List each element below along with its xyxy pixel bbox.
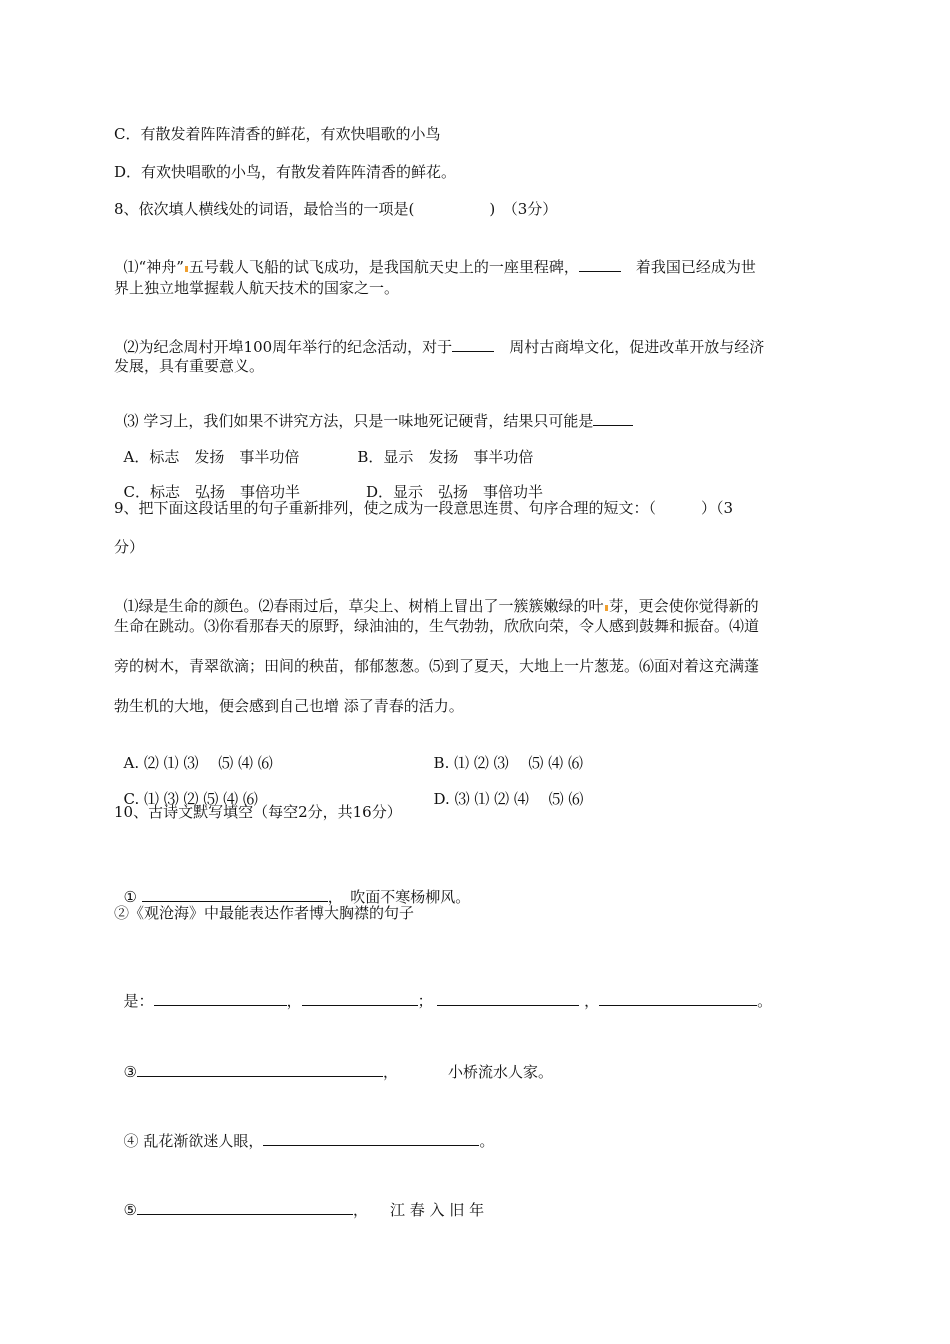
q9-stem: 9、把下面这段话里的句子重新排列，使之成为一段意思连贯、句序合理的短文：（ ）（3 [114, 499, 734, 517]
q7-option-d: D．有欢快唱歌的小鸟，有散发着阵阵清香的鲜花。 [114, 163, 457, 181]
q8-options-row-1 [114, 427, 533, 467]
q8-stem: 8、依次填人横线处的词语，最恰当的一项是( ) （3分） [114, 200, 558, 218]
answer-blank[interactable] [302, 991, 418, 1006]
q10-i2-sep: ， [286, 992, 302, 1010]
q10-item-1 [114, 867, 470, 907]
q10-i4-text: ④ 乱花渐欲迷人眼， [123, 1132, 264, 1150]
q10-i3-text: 小桥流水人家。 [448, 1063, 554, 1081]
q9-stem-cont: 分） [114, 538, 145, 556]
answer-blank[interactable] [437, 991, 579, 1006]
q10-i2-sep: ； [417, 992, 433, 1010]
q9-passage-line-1 [114, 576, 759, 616]
q8-s1-part-c: 着我国已经成为世 [620, 258, 756, 276]
answer-blank[interactable] [452, 337, 494, 352]
q9-p1-part-a: ⑴绿是生命的颜色。⑵春雨过后，草尖上、树梢上冒出了一簇簇嫩绿的叶 [123, 597, 604, 615]
q8-s2-part-a: ⑵为纪念周村开埠100周年举行的纪念活动，对于 [123, 338, 453, 356]
q8-sentence-2 [114, 317, 764, 357]
q9-passage-line-4: 勃生机的大地，便会感到自己也增 添了青春的活力。 [114, 697, 464, 715]
answer-blank[interactable] [137, 1200, 353, 1215]
q10-item-2-blanks [114, 971, 772, 1011]
answer-blank[interactable] [593, 411, 633, 426]
q9-option-d: D. ⑶ ⑴ ⑵ ⑷ ⑸ ⑹ [433, 790, 584, 808]
q8-s1-part-b: 五号载人飞船的试飞成功，是我国航天史上的一座里程碑， [188, 258, 579, 276]
q9-option-b: B. ⑴ ⑵ ⑶ ⑸ ⑷ ⑹ [433, 754, 583, 772]
q10-item-5 [114, 1180, 484, 1220]
answer-blank[interactable] [137, 1062, 383, 1077]
q8-sentence-1-cont: 界上独立地掌握载人航天技术的国家之一。 [114, 279, 400, 297]
q10-stem: 10、古诗文默写填空（每空2分，共16分） [114, 803, 402, 821]
q10-i4-end: 。 [479, 1132, 495, 1150]
q9-options-row-1 [114, 733, 583, 773]
q8-sentence-3 [114, 391, 633, 431]
q10-i5-sep: ， [353, 1201, 369, 1219]
q8-s1-part-a: ⑴“神舟” [123, 258, 184, 276]
q10-i3-number: ③ [123, 1063, 137, 1081]
q8-s2-part-b: 周村古商埠文化，促进改革开放与经济 [494, 338, 765, 356]
answer-blank[interactable] [599, 991, 757, 1006]
q10-i3-sep: ， [383, 1063, 399, 1081]
q9-passage-line-3: 旁的树木，青翠欲滴；田间的秧苗，郁郁葱葱。⑸到了夏天，大地上一片葱茏。⑹面对着这充满蓬 [114, 657, 760, 675]
q8-option-c: C．标志 弘扬 事倍功半 [123, 483, 301, 501]
answer-blank[interactable] [263, 1131, 479, 1146]
highlight-mark [605, 605, 608, 611]
q8-option-d: D．显示 弘扬 事倍功半 [366, 483, 544, 501]
q10-i2-sep: ， [584, 992, 600, 1010]
highlight-mark [185, 266, 188, 272]
answer-blank[interactable] [142, 887, 328, 902]
q9-p1-part-b: 芽，更会使你觉得新的 [608, 597, 759, 615]
q8-options-row-2 [114, 462, 543, 502]
q8-s3-text: ⑶ 学习上，我们如果不讲究方法，只是一味地死记硬背，结果只可能是 [123, 412, 594, 430]
q9-passage-line-2: 生命在跳动。⑶你看那春天的原野，绿油油的，生气勃勃，欣欣向荣，令人感到鼓舞和振奋。⑷道 [114, 617, 760, 635]
q10-i1-text: ， 吹面不寒杨柳风。 [327, 888, 471, 906]
q10-i1-number: ① [123, 888, 137, 906]
q8-sentence-1 [114, 237, 756, 277]
q8-sentence-2-cont: 发展，具有重要意义。 [114, 357, 265, 375]
q9-option-c: C. ⑴ ⑶ ⑵ ⑸ ⑷ ⑹ [123, 790, 258, 808]
q8-option-b: B．显示 发扬 事半功倍 [357, 448, 534, 466]
q9-option-a: A. ⑵ ⑴ ⑶ ⑸ ⑷ ⑹ [123, 754, 273, 772]
q10-item-2: ②《观沧海》中最能表达作者博大胸襟的句子 [114, 904, 415, 922]
q8-option-a: A．标志 发扬 事半功倍 [123, 448, 300, 466]
q10-i2-lead: 是： [123, 992, 154, 1010]
answer-blank[interactable] [154, 991, 287, 1006]
q10-item-4 [114, 1111, 494, 1151]
q10-i5-text: 江 春 入 旧 年 [390, 1201, 485, 1219]
q10-i5-number: ⑤ [123, 1201, 137, 1219]
q10-item-3 [114, 1042, 553, 1082]
q7-option-c: C．有散发着阵阵清香的鲜花，有欢快唱歌的小鸟 [114, 125, 441, 143]
q10-i2-end: 。 [757, 992, 773, 1010]
answer-blank[interactable] [579, 257, 621, 272]
